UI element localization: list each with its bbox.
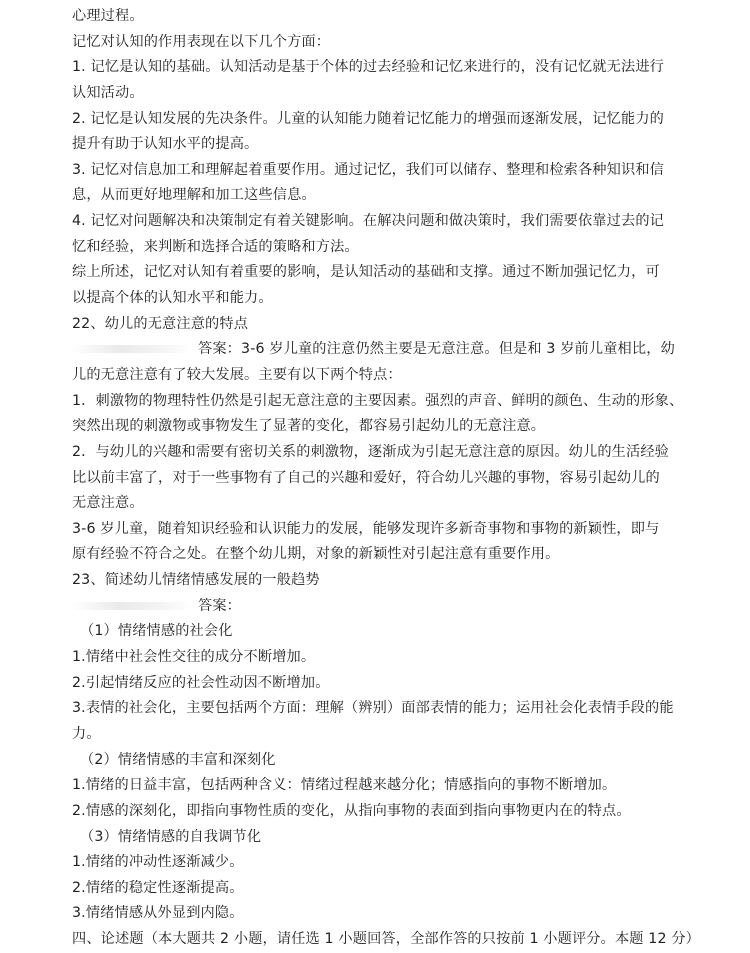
text-line: 儿的无意注意有了较大发展。主要有以下两个特点：: [72, 366, 402, 383]
text-line: 原有经验不符合之处。在整个幼儿期，对象的新颖性对引起注意有重要作用。: [72, 546, 560, 563]
text-line: 突然出现的刺激物或事物发生了显著的变化，都容易引起幼儿的无意注意。: [72, 418, 546, 435]
answer-line: [72, 594, 706, 620]
text-line: 3-6 岁儿童，随着知识经验和认识能力的发展，能够发现许多新奇事物和事物的新颖性，即与: [72, 520, 660, 537]
redacted-mark: [72, 345, 190, 353]
text-line: 无意注意。: [72, 495, 144, 512]
sub-heading: （3）情绪情感的自我调节化: [80, 828, 262, 845]
section-heading: 四、论述题（本大题共 2 小题，请任选 1 小题回答，全部作答的只按前 1 小题评分。本题 12 分）: [72, 931, 700, 948]
question-heading: 23、简述幼儿情绪情感发展的一般趋势: [72, 572, 320, 589]
text-line: 1.情绪中社会性交往的成分不断增加。: [72, 649, 316, 666]
text-line: 1.情绪的冲动性逐渐减少。: [72, 854, 244, 871]
sub-heading: （1）情绪情感的社会化: [80, 623, 233, 640]
answer-text: 答案：: [198, 597, 242, 614]
text-line: 3. 记忆对信息加工和理解起着重要作用。通过记忆，我们可以储存、整理和检索各种知识和信: [72, 161, 664, 178]
text-line: 3.表情的社会化，主要包括两个方面：理解（辨别）面部表情的能力；运用社会化表情手段的能: [72, 700, 674, 717]
text-line: 忆和经验，来判断和选择合适的策略和方法。: [72, 238, 359, 255]
text-line: 3.情绪情感从外显到内隐。: [72, 905, 244, 922]
text-line: 认知活动。: [72, 84, 144, 101]
text-line: 以提高个体的认知水平和能力。: [72, 290, 273, 307]
text-line: 4. 记忆对问题解决和决策制定有着关键影响。在解决问题和做决策时，我们需要依靠过去的记: [72, 213, 664, 230]
text-line: 力。: [72, 725, 101, 742]
answer-line: [72, 337, 706, 363]
text-line: 比以前丰富了，对于一些事物有了自己的兴趣和爱好，符合幼儿兴趣的事物，容易引起幼儿的: [72, 469, 660, 486]
text-line: 记忆对认知的作用表现在以下几个方面：: [72, 33, 331, 50]
text-line: 2.情感的深刻化，即指向事物性质的变化，从指向事物的表面到指向事物更内在的特点。: [72, 802, 631, 819]
answer-text: 答案：3-6 岁儿童的注意仍然主要是无意注意。但是和 3 岁前儿童相比，幼: [198, 341, 675, 358]
sub-heading: （2）情绪情感的丰富和深刻化: [80, 751, 276, 768]
question-heading: 22、幼儿的无意注意的特点: [72, 315, 249, 332]
text-line: 2.引起情绪反应的社会性动因不断增加。: [72, 674, 330, 691]
text-line: 综上所述，记忆对认知有着重要的影响，是认知活动的基础和支撑。通过不断加强记忆力，可: [72, 264, 660, 281]
text-line: 提升有助于认知水平的提高。: [72, 136, 259, 153]
text-line: 2. 记忆是认知发展的先决条件。儿童的认知能力随着记忆能力的增强而逐渐发展，记忆能力的: [72, 110, 664, 127]
text-line: 1.情绪的日益丰富，包括两种含义：情绪过程越来越分化；情感指向的事物不断增加。: [72, 777, 617, 794]
text-line: 心理过程。: [72, 8, 144, 24]
text-line: 2.情绪的稳定性逐渐提高。: [72, 879, 244, 896]
redacted-mark: [72, 602, 190, 610]
text-line: 2．与幼儿的兴趣和需要有密切关系的刺激物，逐渐成为引起无意注意的原因。幼儿的生活经验: [72, 443, 670, 460]
text-line: 1. 记忆是认知的基础。认知活动是基于个体的过去经验和记忆来进行的，没有记忆就无法进行: [72, 59, 664, 76]
text-line: 息，从而更好地理解和加工这些信息。: [72, 187, 316, 204]
text-line: 1．刺激物的物理特性仍然是引起无意注意的主要因素。强烈的声音、鲜明的颜色、生动的形象、: [72, 392, 684, 409]
